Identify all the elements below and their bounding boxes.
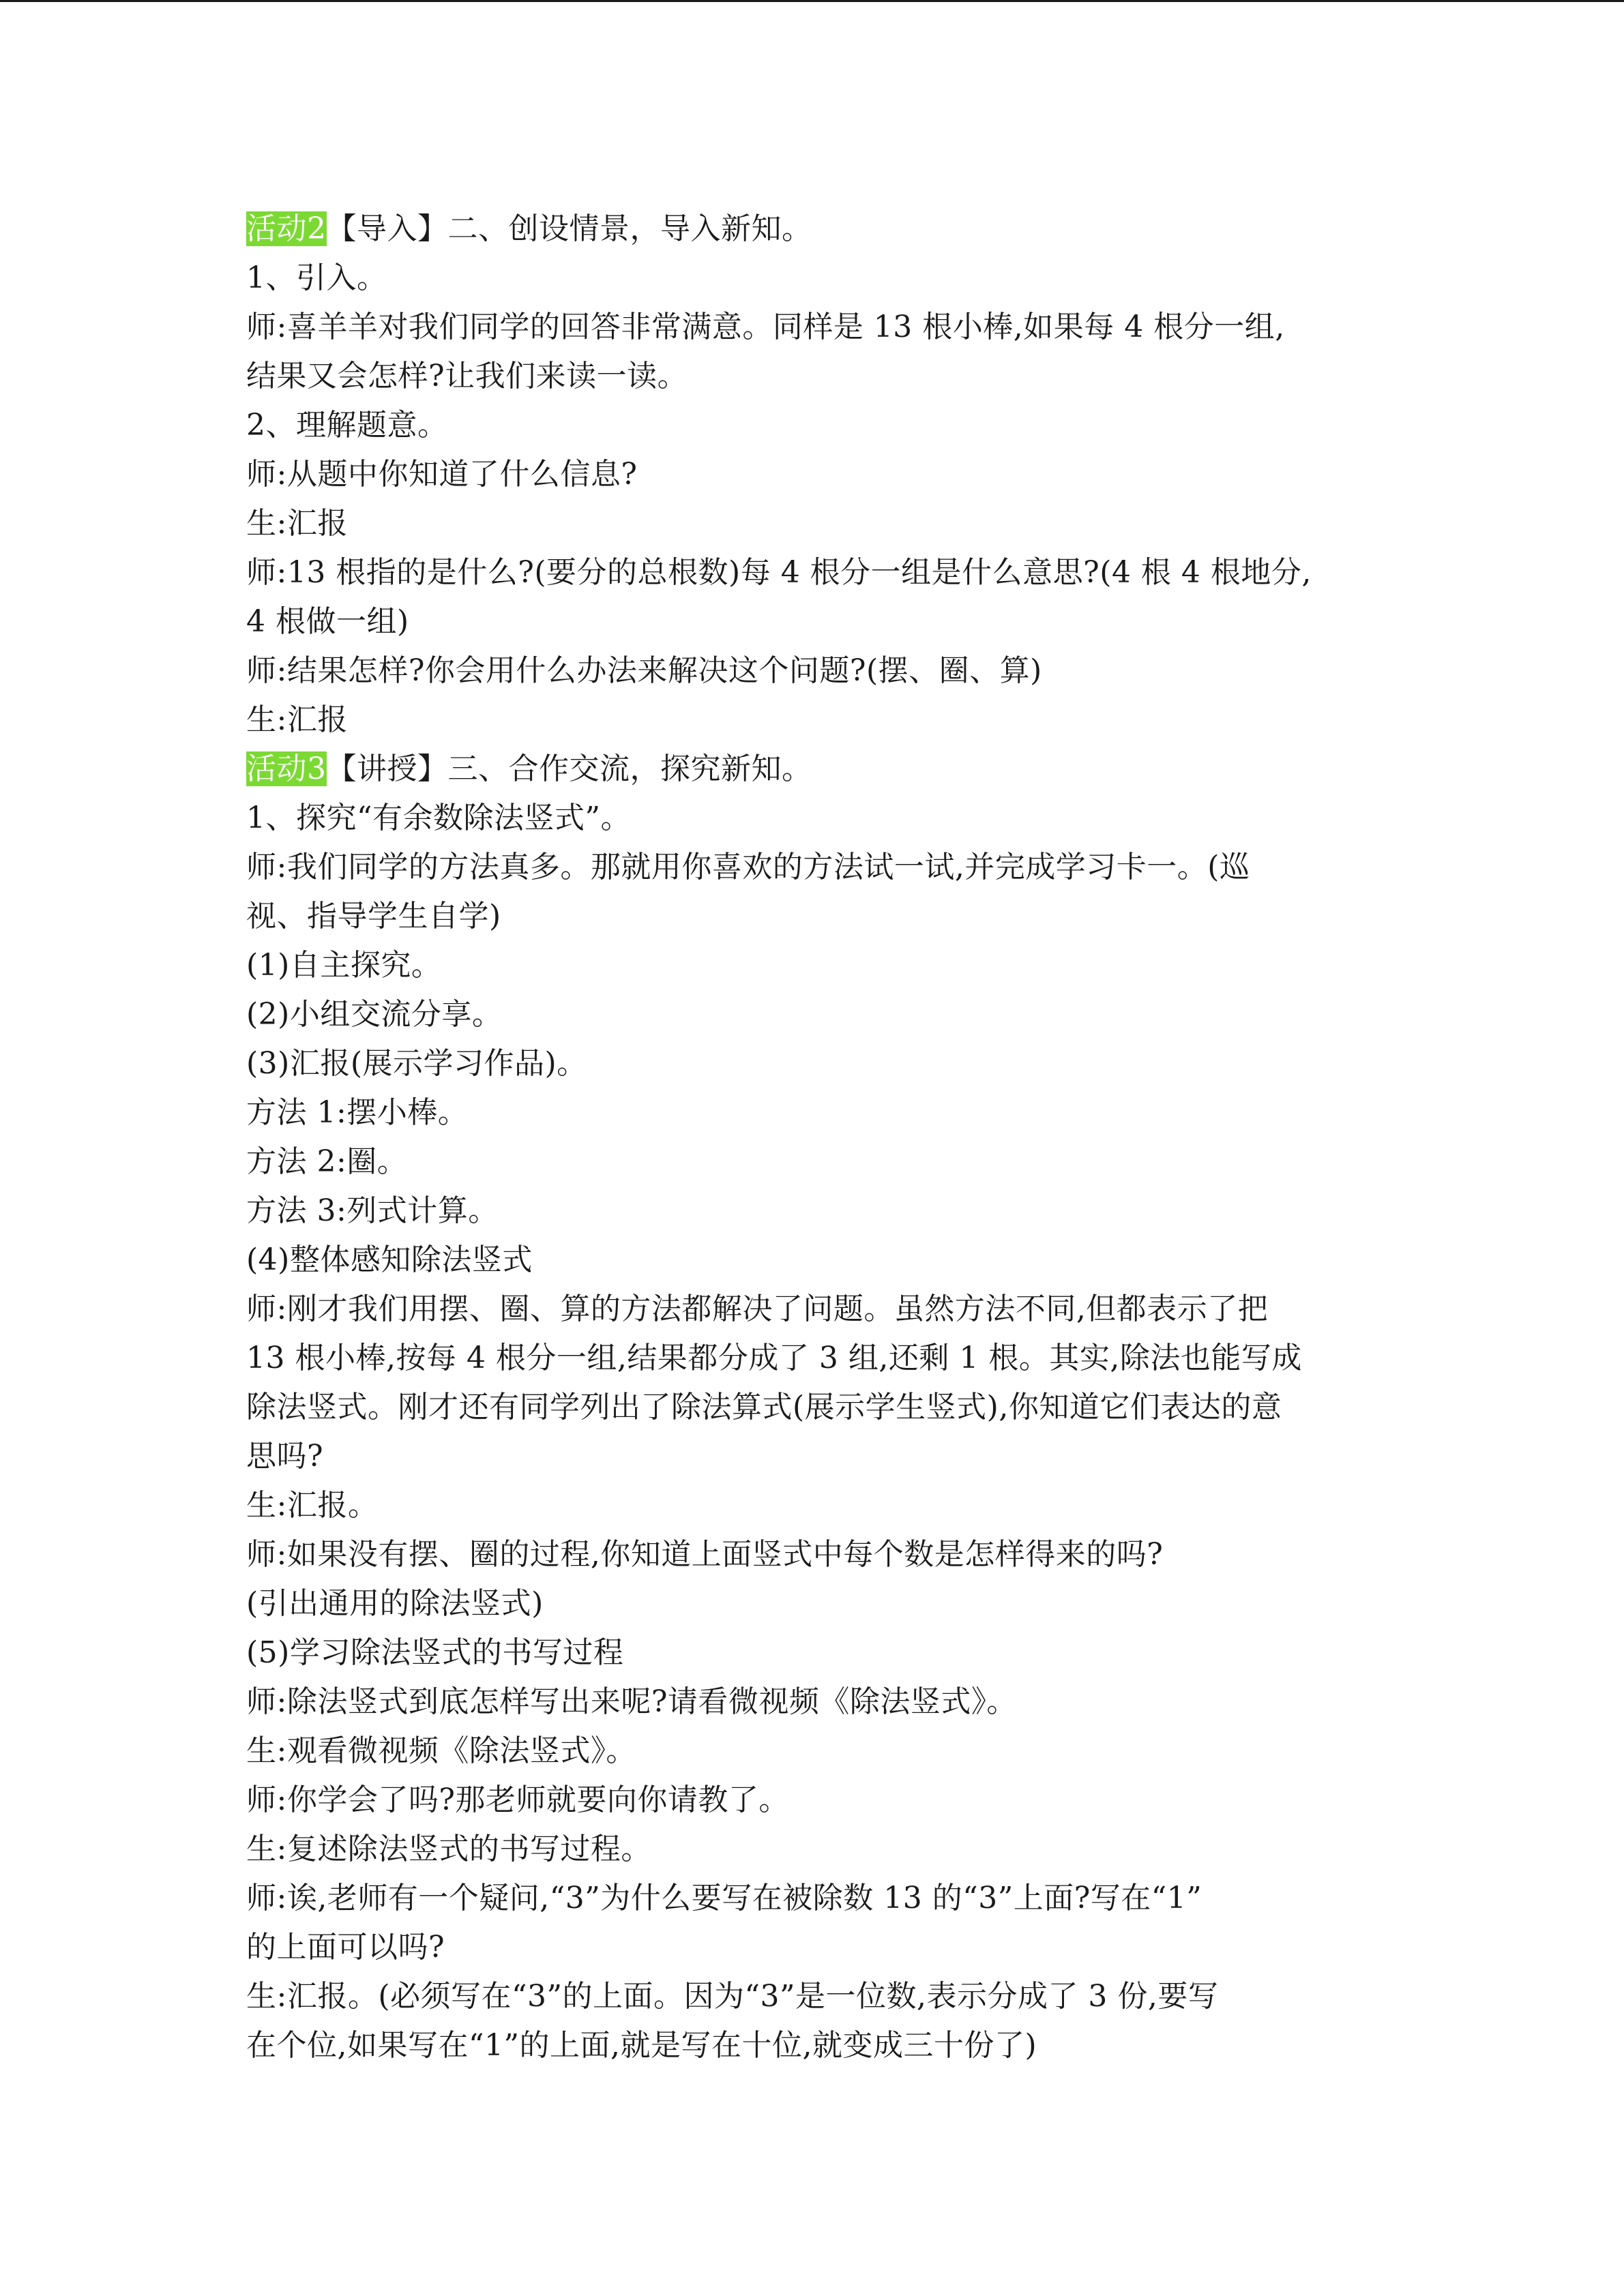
activity-2-number: 2 (307, 211, 327, 246)
text-line: 生:汇报 (246, 506, 348, 541)
text-line: 结果又会怎样?让我们来读一读。 (246, 359, 688, 393)
text-line: 除法竖式。刚才还有同学列出了除法算式(展示学生竖式),你知道它们表达的意 (246, 1390, 1282, 1425)
text-line: 师:喜羊羊对我们同学的回答非常满意。同样是 13 根小棒,如果每 4 根分一组, (246, 310, 1285, 344)
text-line: 思吗? (246, 1439, 324, 1474)
text-line: 在个位,如果写在“1”的上面,就是写在十位,就变成三十份了) (246, 2028, 1037, 2063)
text-line: 13 根小棒,按每 4 根分一组,结果都分成了 3 组,还剩 1 根。其实,除法也能写成 (246, 1341, 1302, 1375)
text-line: 师:从题中你知道了什么信息? (246, 457, 638, 492)
text-line: 生:复述除法竖式的书写过程。 (246, 1832, 651, 1866)
text-line: 方法 2:圈。 (246, 1144, 408, 1179)
activity-2-title: 【导入】二、创设情景，导入新知。 (326, 211, 812, 246)
text-line: 师:如果没有摆、圈的过程,你知道上面竖式中每个数是怎样得来的吗? (246, 1537, 1164, 1572)
text-line: (引出通用的除法竖式) (246, 1586, 544, 1621)
text-line: 师:13 根指的是什么?(要分的总根数)每 4 根分一组是什么意思?(4 根 4 根地分, (246, 555, 1312, 590)
text-line: 生:观看微视频《除法竖式》。 (246, 1733, 636, 1768)
text-line: 方法 3:列式计算。 (246, 1193, 499, 1228)
text-line: 师:我们同学的方法真多。那就用你喜欢的方法试一试,并完成学习卡一。(巡 (246, 850, 1250, 884)
text-line: 1、引入。 (246, 260, 387, 295)
text-line: (4)整体感知除法竖式 (246, 1242, 533, 1277)
text-line: 的上面可以吗? (246, 1930, 445, 1965)
text-line: (2)小组交流分享。 (246, 997, 503, 1032)
text-line: 师:除法竖式到底怎样写出来呢?请看微视频《除法竖式》。 (246, 1684, 1017, 1719)
text-line: 生:汇报。 (246, 1488, 379, 1523)
text-line: (3)汇报(展示学习作品)。 (246, 1046, 587, 1081)
text-line: 师:刚才我们用摆、圈、算的方法都解决了问题。虽然方法不同,但都表示了把 (246, 1292, 1269, 1326)
text-line: 2、理解题意。 (246, 408, 448, 443)
text-line: (5)学习除法竖式的书写过程 (246, 1635, 624, 1670)
activity-3-number: 3 (307, 751, 327, 786)
document-body (246, 205, 1392, 2070)
activity-3-title: 【讲授】三、合作交流，探究新知。 (326, 751, 812, 786)
text-line: (1)自主探究。 (246, 948, 442, 983)
page-top-border (0, 0, 1624, 2)
activity-3-tag: 活动 (246, 751, 307, 786)
text-line: 师:结果怎样?你会用什么办法来解决这个问题?(摆、圈、算) (246, 653, 1042, 688)
text-line: 方法 1:摆小棒。 (246, 1095, 469, 1130)
text-line: 师:诶,老师有一个疑问,“3”为什么要写在被除数 13 的“3”上面?写在“1” (246, 1881, 1202, 1915)
text-line: 师:你学会了吗?那老师就要向你请教了。 (246, 1783, 789, 1817)
activity-2-heading (246, 205, 1392, 254)
text-line: 1、探究“有余数除法竖式”。 (246, 801, 631, 835)
activity-3-heading (246, 745, 1392, 794)
text-line: 视、指导学生自学) (246, 899, 501, 934)
text-line: 4 根做一组) (246, 604, 409, 639)
activity-2-tag: 活动 (246, 211, 307, 246)
text-line: 生:汇报。(必须写在“3”的上面。因为“3”是一位数,表示分成了 3 份,要写 (246, 1979, 1219, 2014)
text-line: 生:汇报 (246, 702, 348, 737)
